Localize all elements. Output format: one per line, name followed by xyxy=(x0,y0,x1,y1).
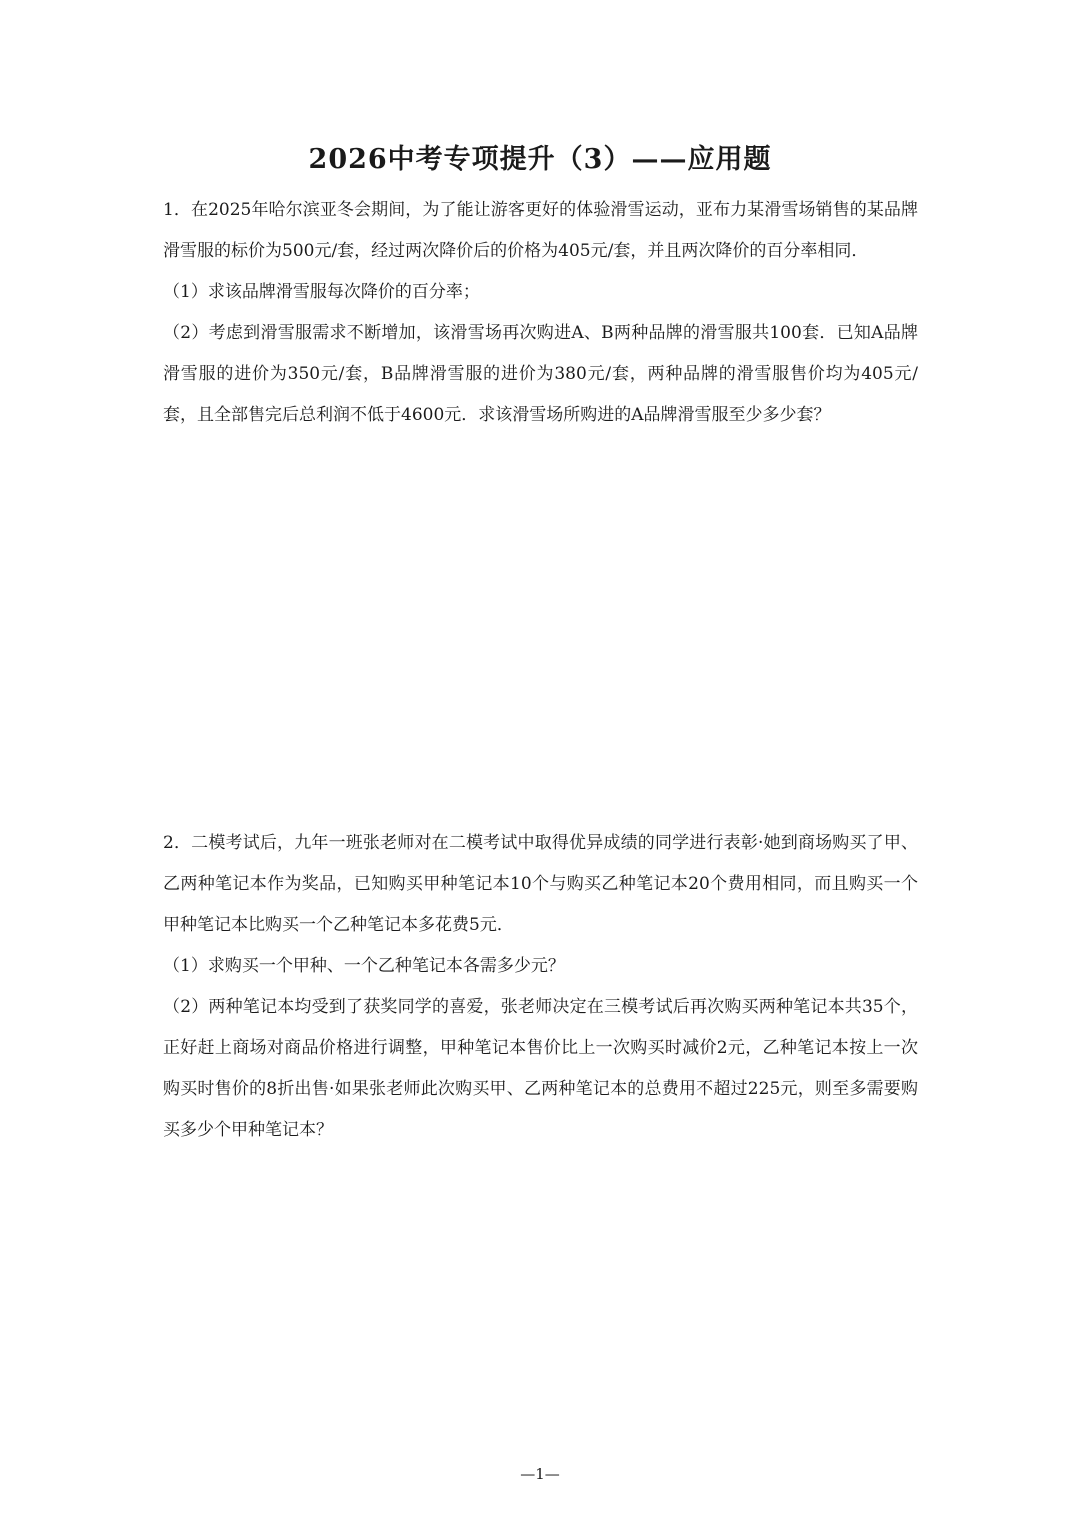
page-number: —1— xyxy=(520,1465,560,1483)
question-1 xyxy=(163,190,918,436)
question-1-stem: 1．在2025年哈尔滨亚冬会期间，为了能让游客更好的体验滑雪运动，亚布力某滑雪场销售的某品牌滑雪服的标价为500元/套，经过两次降价后的价格为405元/套，并且两次降价的百分率相同． xyxy=(163,200,918,261)
question-1-part-2: （2）考虑到滑雪服需求不断增加，该滑雪场再次购进A、B两种品牌的滑雪服共100套．已知A品牌滑雪服的进价为350元/套，B品牌滑雪服的进价为380元/套，两种品牌的滑雪服售价均为405元/套，且全部售完后总利润不低于4600元．求该滑雪场所购进的A品牌滑雪服至少多少套？ xyxy=(163,323,918,425)
question-2-part-2: （2）两种笔记本均受到了获奖同学的喜爱，张老师决定在三模考试后再次购买两种笔记本共35个，正好赶上商场对商品价格进行调整，甲种笔记本售价比上一次购买时减价2元，乙种笔记本按上一次购买时售价的8折出售·如果张老师此次购买甲、乙两种笔记本的总费用不超过225元，则至多需要购买多少个甲种笔记本？ xyxy=(163,997,918,1140)
page-title: 2026中考专项提升（3）——应用题 xyxy=(308,144,772,175)
question-2 xyxy=(163,823,918,1151)
question-1-part-1: （1）求该品牌滑雪服每次降价的百分率； xyxy=(163,282,480,302)
question-2-part-1: （1）求购买一个甲种、一个乙种笔记本各需多少元？ xyxy=(163,956,565,976)
question-2-stem: 2．二模考试后，九年一班张老师对在二模考试中取得优异成绩的同学进行表彰·她到商场购买了甲、乙两种笔记本作为奖品，已知购买甲种笔记本10个与购买乙种笔记本20个费用相同，而且购买一个甲种笔记本比购买一个乙种笔记本多花费5元． xyxy=(163,833,918,935)
